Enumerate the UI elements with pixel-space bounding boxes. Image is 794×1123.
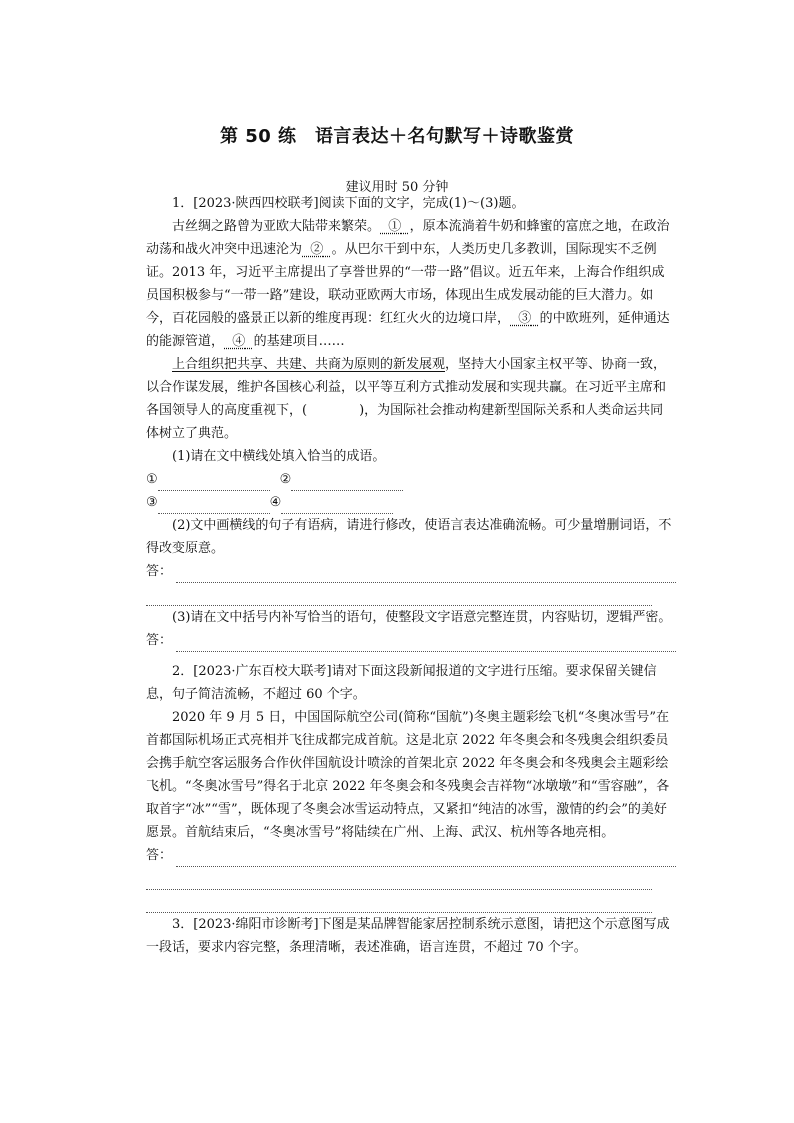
idiom-blank-2[interactable] (291, 476, 403, 491)
q1-p1-text: ，原本流淌着牛奶和蜂蜜的富庶之地，在政治动荡和战火冲突中迅速沦为 (146, 219, 670, 257)
blank-2[interactable] (302, 242, 332, 257)
blank-1-mark: ① (388, 219, 402, 234)
q1-sub3: (3)请在文中括号内补写恰当的语句，使整段文字语意完整连贯，内容贴切，逻辑严密。 (172, 610, 672, 625)
answer-line[interactable] (146, 875, 652, 890)
page-title: 第 50 练 语言表达＋名句默写＋诗歌鉴赏 (219, 126, 575, 147)
time-suggestion: 建议用时 50 分钟 (345, 180, 449, 195)
q1-p1-text: 。从巴尔干到中东，人类历史几多教训，国际现实不乏例证。2013 年，习近平主席提出了享誉世界的“一带一路”倡议。近五年来，上海合作组织成员国积极参与“一带一路”建设，联动亚欧两大市场，体现出生成发展动能的巨大潜力。如今，百花园般的盛景正以新的维度再现：红红火火的边境口岸， (146, 242, 665, 326)
q1-sub3-answer (146, 629, 676, 652)
q1-sub2: (2)文中画横线的句子有语病，请进行修改，使语言表达准确流畅。可少量增删词语，不得改变原意。 (146, 518, 672, 556)
q2-answer (146, 844, 676, 867)
q1-p1-text: 古丝绸之路曾为亚欧大陆带来繁荣。 (172, 219, 381, 234)
answer-line[interactable] (146, 898, 652, 913)
answer-line[interactable] (176, 568, 676, 583)
idiom-blanks-row-2 (146, 491, 676, 514)
q1-sub2-answer (146, 560, 676, 583)
blank-3-mark: ③ (518, 311, 532, 326)
mark-4: ④ (269, 495, 282, 510)
blank-4[interactable] (224, 334, 254, 349)
q1-p2-text: ，坚持大小国家主权平等、协商一致，以合作谋发展，维护各国核心利益，以平等互利方式推动发展和实现共赢。在习近平主席和各国领导人的高度重视下，( (146, 357, 667, 418)
q2-body: 2020 年 9 月 5 日，中国国际航空公司(简称“国航”)冬奥主题彩绘飞机“冬奥冰雪号”在首都国际机场正式亮相并飞往成都完成首航。这是北京 2022 年冬奥会和冬残奥会组织委员会携手航空客运服务合作伙伴国航设计喷涂的首架北京 2022 年冬奥会和冬残奥会主题彩绘飞机。“冬奥冰雪号”得名于北京 2022 年冬奥会和冬残奥会吉祥物“冰墩墩”和“雪容融”，各取首字“冰”“雪”，既体现了冬奥会冰雪运动特点，又紧扣“纯洁的冰雪，激情的约会”的美好愿景。首航结束后，“冬奥冰雪号”将陆续在广州、上海、武汉、杭州等各地亮相。 (146, 710, 670, 840)
blank-2-mark: ② (310, 242, 324, 257)
q1-p1-text: 的中欧班列，延伸通达的能源管道， (146, 311, 670, 349)
mark-2: ② (279, 472, 292, 487)
q2-answer-line-2 (146, 867, 676, 890)
q1-header: 1．[2023·陕西四校联考]阅读下面的文字，完成(1)～(3)题。 (172, 196, 525, 211)
mark-1: ① (146, 472, 158, 487)
idiom-blanks-row-1 (146, 468, 676, 491)
paren-blank[interactable] (307, 403, 359, 418)
answer-line[interactable] (146, 591, 652, 606)
answer-line[interactable] (176, 852, 676, 867)
q1-passage-2 (146, 353, 676, 445)
q1-p1-text: 的基建项目…… (253, 334, 345, 349)
idiom-blank-4[interactable] (281, 499, 393, 514)
content (146, 192, 676, 959)
blank-4-mark: ④ (232, 334, 246, 349)
q1-sub2-answer-line-2 (146, 583, 676, 606)
blank-3[interactable] (510, 311, 540, 326)
blank-1[interactable] (380, 219, 410, 234)
q1-passage-1 (146, 215, 676, 353)
q1-p2-text: )，为国际社会推动构建新型国际关系和人类命运共同体树立了典范。 (146, 403, 664, 441)
answer-label: 答： (146, 564, 173, 579)
idiom-blank-3[interactable] (158, 499, 270, 514)
q2-answer-line-3 (146, 890, 676, 913)
q2-header: 2．[2023·广东百校大联考]请对下面这段新闻报道的文字进行压缩。要求保留关键信息，句子简洁流畅，不超过 60 个字。 (146, 664, 657, 702)
answer-line[interactable] (176, 637, 676, 652)
answer-label: 答： (146, 848, 173, 863)
idiom-blank-1[interactable] (158, 476, 270, 491)
faulty-sentence: 上合组织把共享、共建、共商为原则的新发展观 (172, 357, 446, 372)
answer-label: 答： (146, 633, 173, 648)
q3-header: 3．[2023·绵阳市诊断考]下图是某品牌智能家居控制系统示意图，请把这个示意图写成一段话，要求内容完整，条理清晰，表述准确，语言连贯，不超过 70 个字。 (146, 917, 670, 955)
mark-3: ③ (146, 495, 158, 510)
q1-sub1: (1)请在文中横线处填入恰当的成语。 (172, 449, 386, 464)
